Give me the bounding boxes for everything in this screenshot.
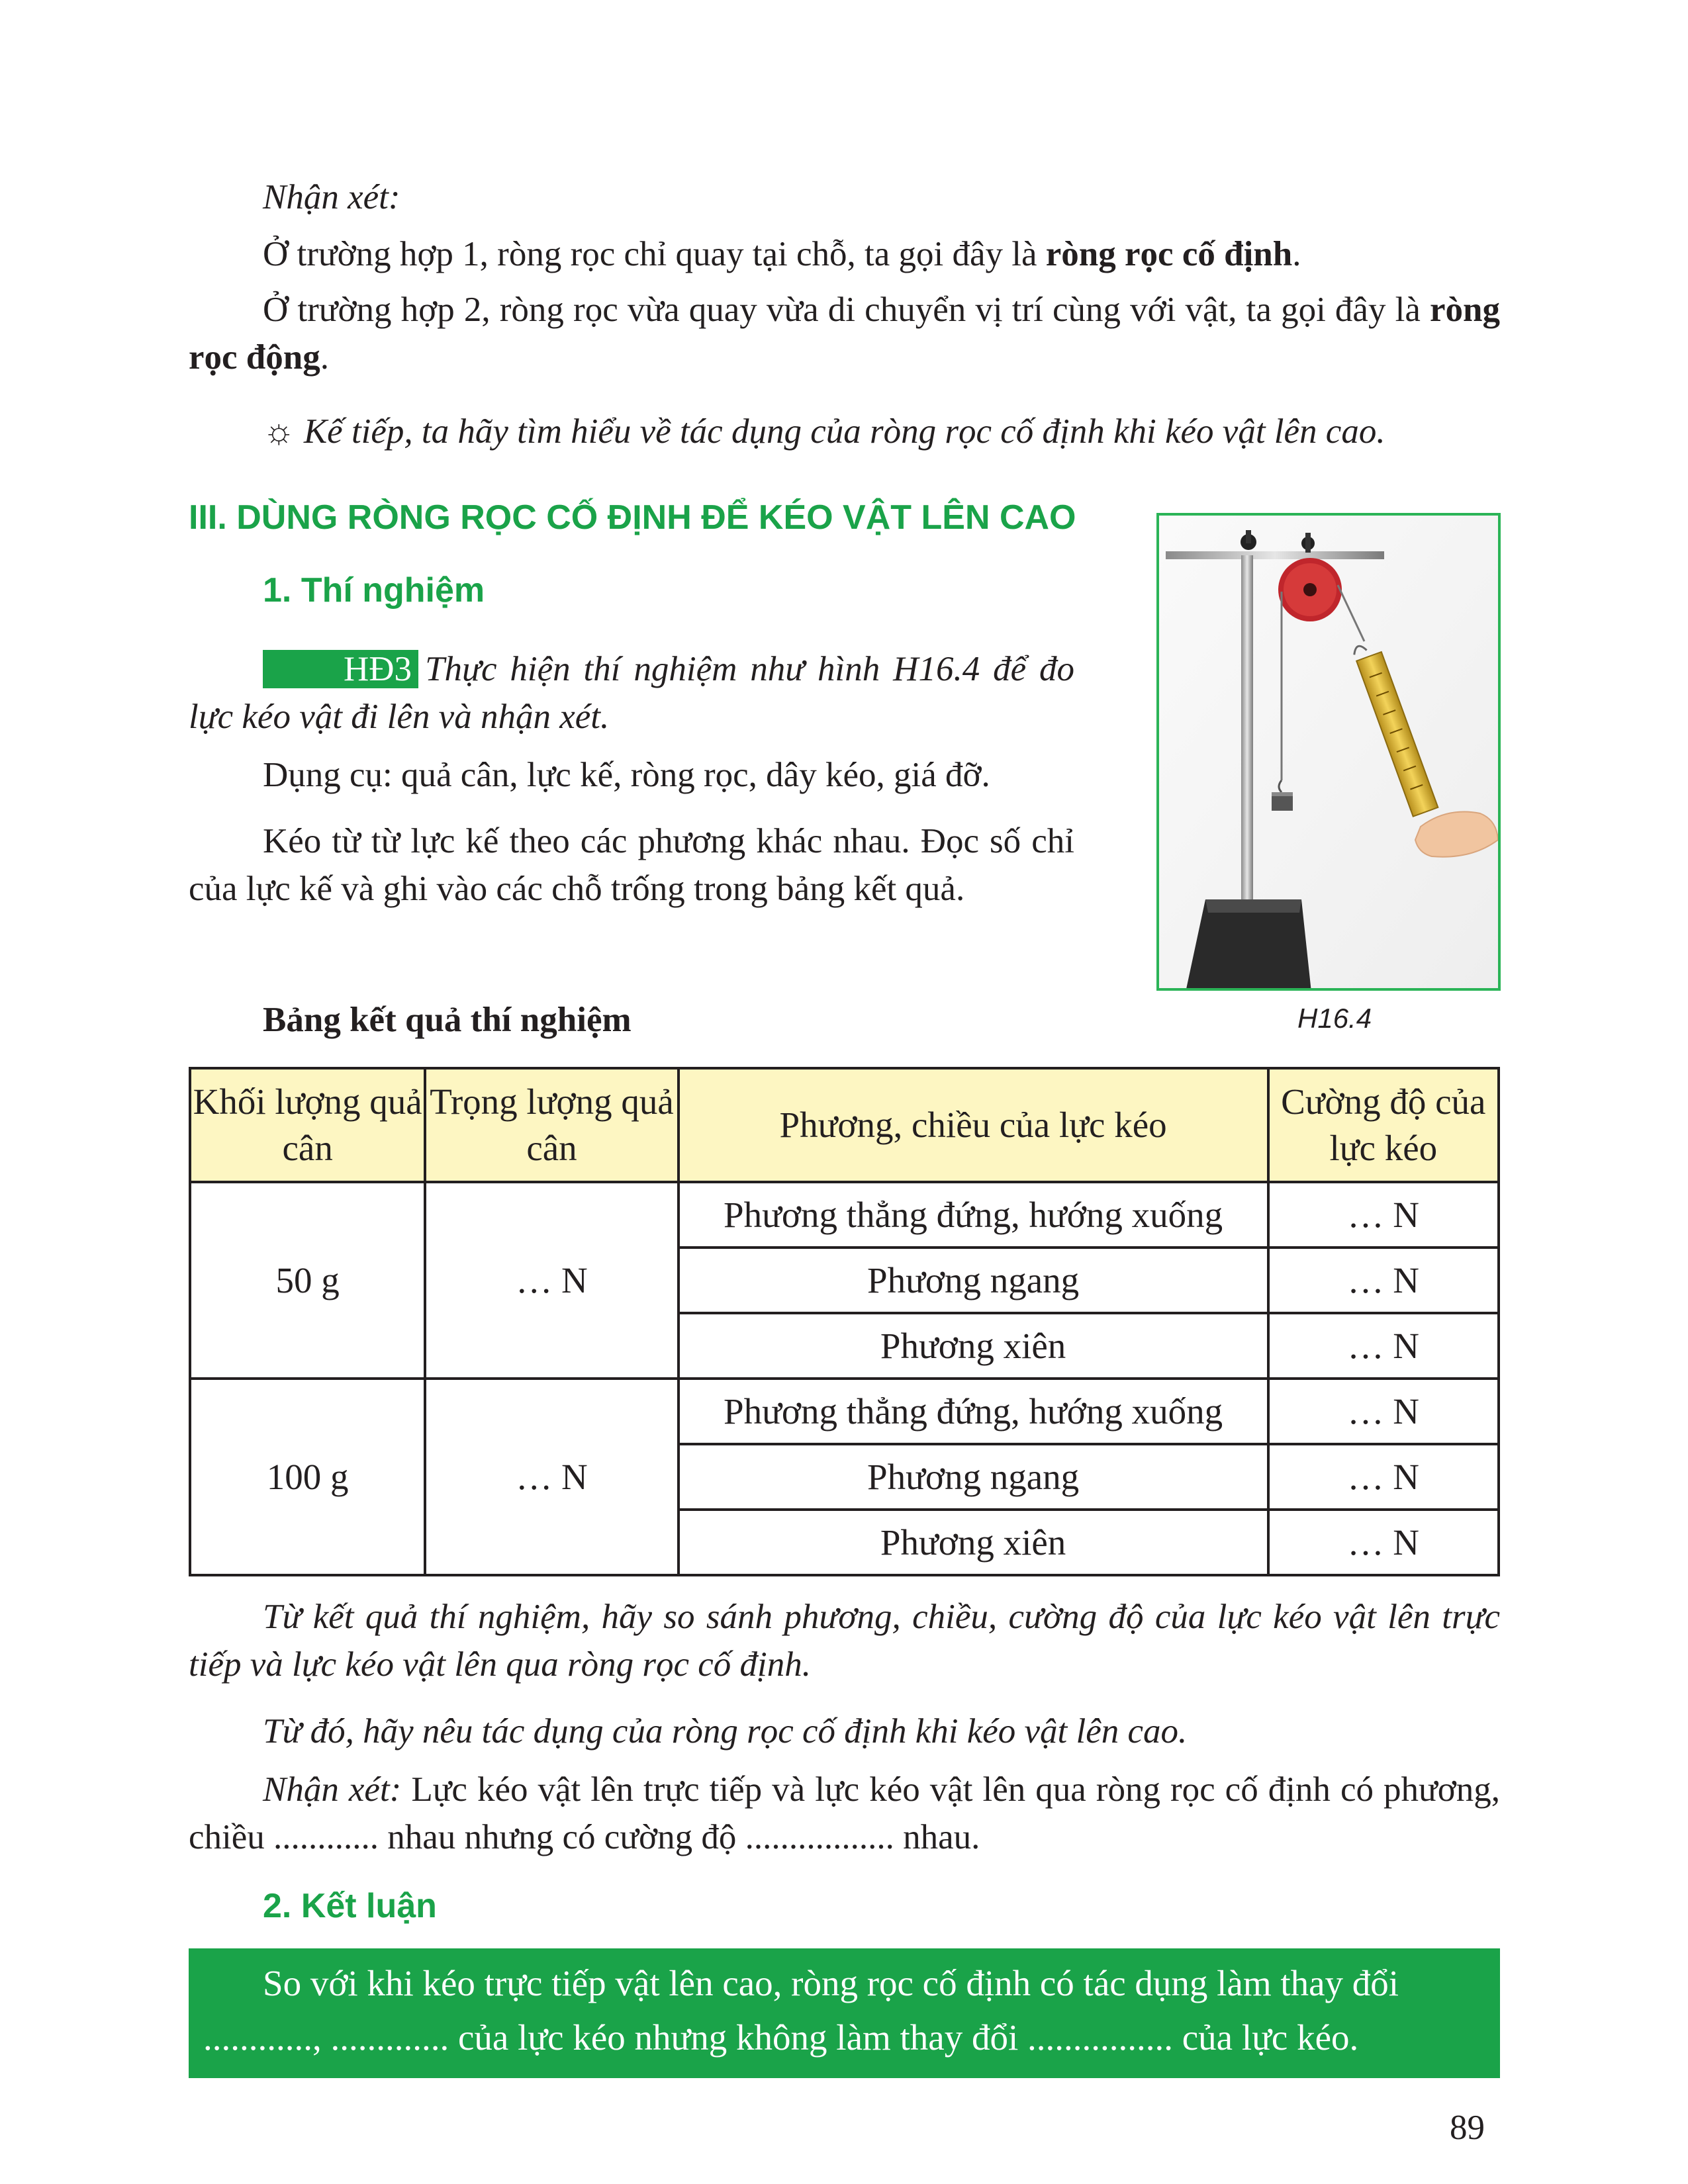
direction-cell: Phương xiên: [679, 1313, 1268, 1379]
pulley-stand-illustration: [1159, 516, 1498, 988]
after-table-remark-label: Nhận xét:: [263, 1770, 402, 1809]
activity-badge: HĐ3: [263, 650, 418, 688]
effect-question: Từ đó, hãy nêu tác dụng của ròng rọc cố định khi kéo vật lên cao.: [263, 1712, 1188, 1751]
tools-list: Dụng cụ: quả cân, lực kế, ròng rọc, dây kéo, giá đỡ.: [263, 756, 990, 794]
instructions-paragraph: Kéo từ từ lực kế theo các phương khác nhau. Đọc số chỉ của lực kế và ghi vào các chỗ trống trong bảng kết quả.: [189, 822, 1074, 908]
force-cell: … N: [1268, 1248, 1499, 1313]
mass-cell: 50 g: [190, 1182, 425, 1379]
after-table-remark-text: Lực kéo vật lên trực tiếp và lực kéo vật lên qua ròng rọc cố định có phương, chiều ............ nhau nhưng có cường độ ................. nhau.: [189, 1770, 1500, 1856]
direction-cell: Phương thẳng đứng, hướng xuống: [679, 1182, 1268, 1248]
force-cell: … N: [1268, 1444, 1499, 1510]
remark-label: Nhận xét:: [263, 178, 400, 216]
experiment-subtitle: 1. Thí nghiệm: [263, 571, 485, 610]
conclusion-line-2: ............, ............. của lực kéo nhưng không làm thay đổi ................ của lực kéo.: [203, 2017, 1359, 2058]
activity-paragraph: [189, 645, 1074, 741]
next-step-sentence: Kế tiếp, ta hãy tìm hiểu về tác dụng của ròng rọc cố định khi kéo vật lên cao.: [303, 412, 1385, 451]
page-number: 89: [1450, 2109, 1485, 2147]
movable-pulley-remark-prefix: Ở trường hợp 2, ròng rọc vừa quay vừa di chuyển vị trí cùng với vật, ta gọi đây là: [263, 291, 1430, 329]
weight-cell: … N: [425, 1379, 678, 1575]
mass-cell: 100 g: [190, 1379, 425, 1575]
force-cell: … N: [1268, 1182, 1499, 1248]
conclusion-box: [189, 1948, 1500, 2078]
experiment-figure: [1156, 513, 1501, 991]
comparison-question: Từ kết quả thí nghiệm, hãy so sánh phương, chiều, cường độ của lực kéo vật lên trực tiếp và lực kéo vật lên qua ròng rọc cố định.: [189, 1598, 1500, 1684]
movable-pulley-term: ròng rọc động: [189, 291, 1500, 377]
table-row: [190, 1182, 1499, 1248]
movable-pulley-remark: [189, 286, 1500, 381]
header-mass: Khối lượng quả cân: [190, 1068, 425, 1182]
direction-cell: Phương xiên: [679, 1510, 1268, 1575]
sun-icon: ☼: [263, 412, 295, 451]
force-cell: … N: [1268, 1510, 1499, 1575]
direction-cell: Phương ngang: [679, 1444, 1268, 1510]
fixed-pulley-remark: [263, 230, 1521, 278]
conclusion-title: 2. Kết luận: [263, 1887, 437, 1925]
header-direction: Phương, chiều của lực kéo: [679, 1068, 1268, 1182]
section-title: III. DÙNG RÒNG RỌC CỐ ĐỊNH ĐỂ KÉO VẬT LÊN CAO: [189, 498, 1076, 537]
force-cell: … N: [1268, 1313, 1499, 1379]
header-weight: Trọng lượng quả cân: [425, 1068, 678, 1182]
next-step-text: [263, 408, 1521, 455]
weight-cell: … N: [425, 1182, 678, 1379]
after-table-remark: [189, 1766, 1500, 1861]
table-header-row: [190, 1068, 1499, 1182]
fixed-pulley-remark-prefix: Ở trường hợp 1, ròng rọc chỉ quay tại chỗ, ta gọi đây là: [263, 235, 1046, 273]
activity-text: Thực hiện thí nghiệm như hình H16.4 để đo lực kéo vật đi lên và nhận xét.: [189, 650, 1074, 736]
movable-pulley-remark-suffix: .: [320, 338, 329, 377]
force-cell: … N: [1268, 1379, 1499, 1444]
conclusion-line-1: So với khi kéo trực tiếp vật lên cao, ròng rọc cố định có tác dụng làm thay đổi: [263, 1963, 1399, 2003]
table-title: Bảng kết quả thí nghiệm: [263, 1001, 632, 1039]
fixed-pulley-term: ròng rọc cố định: [1045, 235, 1293, 273]
direction-cell: Phương thẳng đứng, hướng xuống: [679, 1379, 1268, 1444]
table-row: [190, 1379, 1499, 1444]
results-table: [189, 1067, 1500, 1576]
fixed-pulley-remark-suffix: .: [1292, 235, 1301, 273]
figure-caption: H16.4: [1297, 1003, 1372, 1034]
header-force: Cường độ của lực kéo: [1268, 1068, 1499, 1182]
direction-cell: Phương ngang: [679, 1248, 1268, 1313]
